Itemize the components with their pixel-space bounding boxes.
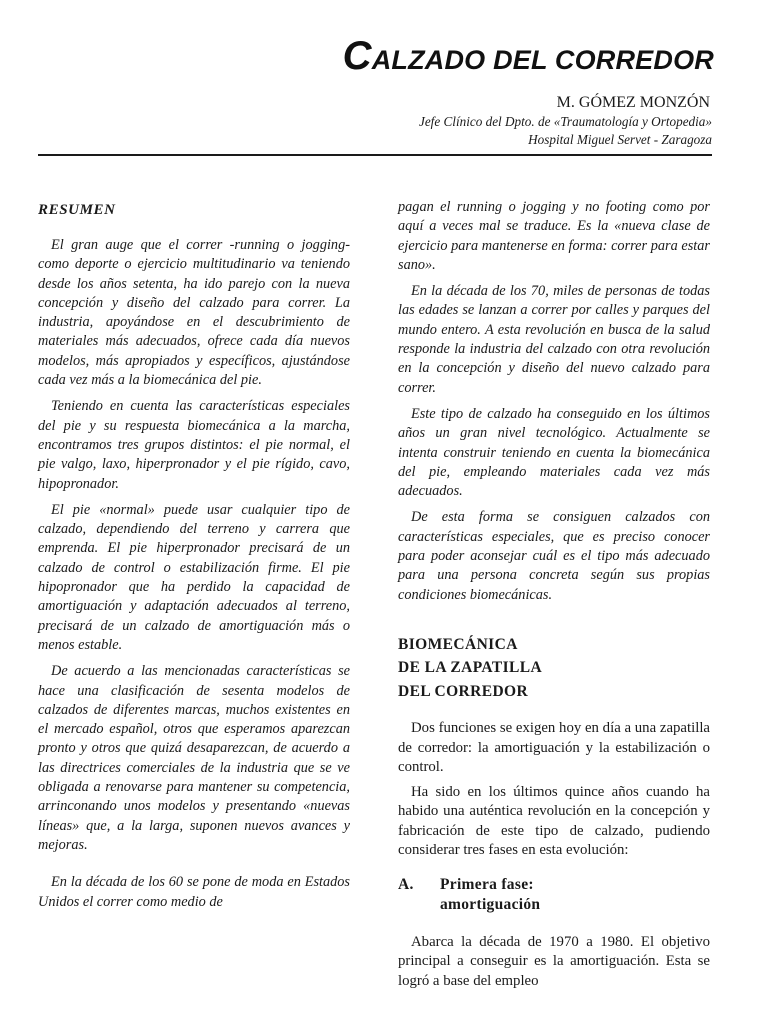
author-affiliation-hospital: Hospital Miguel Servet - Zaragoza <box>528 132 712 147</box>
body-paragraph: Dos funciones se exigen hoy en día a una zapatilla de corredor: la amortiguación y la estabilización o control. <box>398 720 710 776</box>
body-paragraph: Ha sido en los últimos quince años cuando ha habido una auténtica revolución en la concepción y fabricación de este tipo de calzado, pudiendo considerar tres fases en esta evolución: <box>398 783 710 859</box>
subheading-line: Primera fase: <box>440 875 534 893</box>
subheading-primera-fase <box>398 875 710 915</box>
left-column <box>38 198 350 919</box>
abstract-paragraph: En la década de los 70, miles de personas de todas las edades se lanzan a correr por calles y parques del mundo entero. A esta revolución en busca de la salud responde la industria del calzado con otra revolución en la concepción y diseño del nuevo calzado para correr. <box>398 283 710 396</box>
section-title-resumen: RESUMEN <box>38 202 116 218</box>
heading-line: DE LA ZAPATILLA <box>398 659 543 677</box>
header-divider <box>38 154 712 156</box>
abstract-paragraph: El gran auge que el correr -running o jogging- como deporte o ejercicio multitudinario va teniendo desde los años setenta, ha ido parejo con la nueva concepción y diseño del calzado para correr. La industria, apoyándose en el descubrimiento de materiales más adecuados, ofrece cada día nuevos modelos, más apropiados y específicos, ajustándose cada vez más a la biomecánica del pie. <box>38 237 350 389</box>
abstract-paragraph: En la década de los 60 se pone de moda en Estados Unidos el correr como medio de <box>38 874 350 910</box>
title-rest: ALZADO DEL CORREDOR <box>371 45 714 75</box>
title-initial: C <box>342 34 372 78</box>
author-affiliation-department: Jefe Clínico del Dpto. de «Traumatología y Ortopedia» <box>418 114 712 129</box>
section-heading-biomecanica <box>398 633 710 704</box>
heading-line: BIOMECÁNICA <box>398 635 518 653</box>
subheading-letter: A. <box>398 875 414 893</box>
abstract-paragraph: De acuerdo a las mencionadas características se hace una clasificación de sesenta modelos de calzados de diferentes marcas, muchos existentes en el mercado español, otros que esperamos aparezcan pronto y otros que quizá desaparezcan, de acuerdo a las directrices comerciales de la industria que se ve obligada a renovarse para mantener su competencia, arrinconando unos modelos y presentando «nuevas líneas» que, a la larga, suponen nuevos avances y mejoras. <box>38 663 350 853</box>
article-title <box>343 36 714 80</box>
abstract-paragraph: pagan el running o jogging y no footing como por aquí a veces mal se traduce. Es la «nueva clase de ejercicio para mantenerse en forma: correr para estar sano». <box>398 199 710 273</box>
author-name: M. GÓMEZ MONZÓN <box>556 94 710 111</box>
abstract-paragraph: Este tipo de calzado ha conseguido en los últimos años un gran nivel tecnológico. Actualmente se intenta construir teniendo en cuenta la biomecánica del pie, empleando materiales cada vez más adecuados. <box>398 405 710 500</box>
heading-line: DEL CORREDOR <box>398 682 529 700</box>
abstract-paragraph: El pie «normal» puede usar cualquier tipo de calzado, dependiendo del terreno y carrera que emprenda. El pie hiperpronador precisará de un calzado de control o estabilización firme. El pie hipopronador que ha perdido la capacidad de amortiguación y adaptación adecuados al terreno, precisará de un calzado de amortiguación más o menos estable. <box>38 501 350 653</box>
subheading-line: amortiguación <box>440 895 541 913</box>
body-paragraph: Abarca la década de 1970 a 1980. El objetivo principal a conseguir es la amortiguación. Esta se logró a base del empleo <box>398 933 710 989</box>
right-column <box>398 198 710 996</box>
abstract-paragraph: De esta forma se consiguen calzados con características especiales, que es preciso conocer para poder aconsejar cuál es el tipo más adecuado para una persona concreta según sus propias condiciones biomecánicas. <box>398 509 710 603</box>
abstract-paragraph: Teniendo en cuenta las características especiales del pie y su respuesta biomecánica a la marcha, encontramos tres grupos distintos: el pie normal, el pie valgo, laxo, hiperpronador y el pie rígido, cavo, hipopronador. <box>38 398 350 492</box>
